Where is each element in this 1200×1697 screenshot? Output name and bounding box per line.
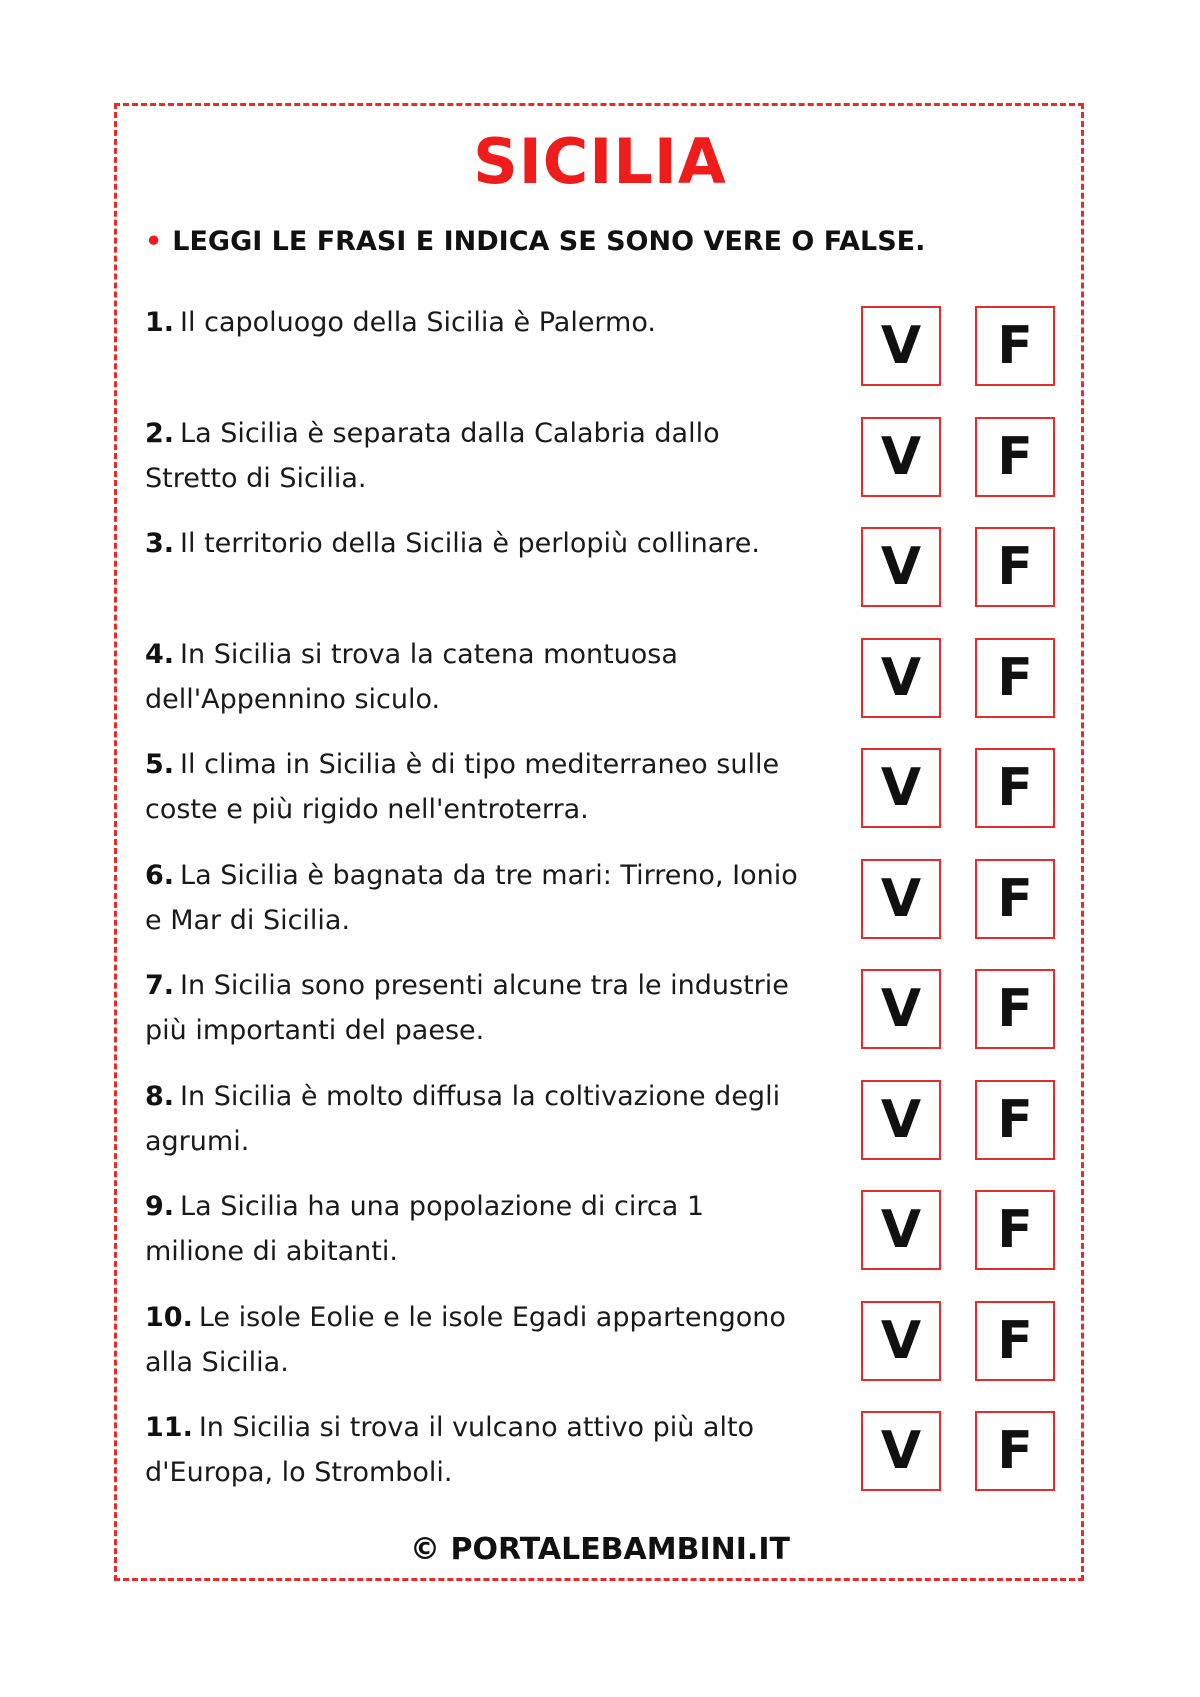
statement-label: Il clima in Sicilia è di tipo mediterraneo sulle coste e più rigido nell'entroterra. (145, 749, 780, 825)
false-box[interactable]: F (975, 1301, 1055, 1381)
false-box[interactable]: F (975, 748, 1055, 828)
true-box[interactable]: V (861, 859, 941, 939)
true-box[interactable]: V (861, 748, 941, 828)
copyright-footer: © PORTALEBAMBINI.IT (410, 1532, 790, 1567)
instruction (145, 222, 1085, 262)
statement-label: In Sicilia si trova la catena montuosa dell'Appennino siculo. (145, 638, 678, 715)
statement-text (145, 1295, 810, 1385)
true-box[interactable]: V (861, 638, 941, 718)
statement-label: In Sicilia sono presenti alcune tra le industrie più importanti del paese. (145, 970, 789, 1046)
true-box[interactable]: V (861, 969, 941, 1049)
statement-number: 3. (145, 528, 175, 559)
false-box[interactable]: F (975, 527, 1055, 607)
statement-text (145, 853, 810, 943)
statement-list (145, 300, 1065, 1516)
statement-label: Le isole Eolie e le isole Egadi appartengono alla Sicilia. (145, 1301, 786, 1378)
statement-number: 11. (145, 1412, 193, 1443)
statement-text (145, 411, 810, 501)
statement-item (145, 742, 1065, 853)
true-box[interactable]: V (861, 306, 941, 386)
statement-number: 5. (145, 749, 175, 780)
statement-label: La Sicilia è separata dalla Calabria dallo Stretto di Sicilia. (145, 417, 720, 494)
statement-label: La Sicilia è bagnata da tre mari: Tirreno, Ionio e Mar di Sicilia. (145, 859, 798, 936)
statement-text (145, 521, 810, 566)
page-title: SICILIA (473, 125, 727, 198)
statement-label: La Sicilia ha una popolazione di circa 1 milione di abitanti. (145, 1191, 705, 1267)
statement-item (145, 853, 1065, 964)
statement-number: 2. (145, 417, 175, 449)
statement-number: 6. (145, 859, 175, 891)
statement-number: 1. (145, 307, 175, 338)
statement-item (145, 963, 1065, 1074)
statement-number: 9. (145, 1191, 175, 1222)
true-box[interactable]: V (861, 417, 941, 497)
bullet-icon: • (145, 226, 163, 257)
statement-text (145, 1074, 810, 1164)
statement-item (145, 1184, 1065, 1295)
statement-label: In Sicilia è molto diffusa la coltivazione degli agrumi. (145, 1080, 781, 1157)
false-box[interactable]: F (975, 306, 1055, 386)
statement-number: 4. (145, 638, 175, 670)
false-box[interactable]: F (975, 417, 1055, 497)
false-box[interactable]: F (975, 969, 1055, 1049)
true-box[interactable]: V (861, 527, 941, 607)
statement-text (145, 1184, 810, 1274)
statement-number: 8. (145, 1080, 175, 1112)
statement-item (145, 632, 1065, 743)
statement-item (145, 1295, 1065, 1406)
statement-item (145, 300, 1065, 411)
false-box[interactable]: F (975, 638, 1055, 718)
true-box[interactable]: V (861, 1301, 941, 1381)
statement-text (145, 632, 810, 722)
true-box[interactable]: V (861, 1190, 941, 1270)
statement-text (145, 1405, 810, 1495)
statement-text (145, 742, 810, 832)
statement-number: 10. (145, 1301, 193, 1333)
false-box[interactable]: F (975, 1411, 1055, 1491)
true-box[interactable]: V (861, 1411, 941, 1491)
statement-label: In Sicilia si trova il vulcano attivo più alto d'Europa, lo Stromboli. (145, 1412, 755, 1488)
statement-item (145, 1074, 1065, 1185)
statement-item (145, 1405, 1065, 1516)
false-box[interactable]: F (975, 1080, 1055, 1160)
statement-label: Il capoluogo della Sicilia è Palermo. (180, 307, 656, 338)
false-box[interactable]: F (975, 1190, 1055, 1270)
instruction-text: LEGGI LE FRASI E INDICA SE SONO VERE O FALSE. (172, 226, 926, 257)
statement-item (145, 521, 1065, 632)
statement-label: Il territorio della Sicilia è perlopiù collinare. (180, 528, 760, 559)
true-box[interactable]: V (861, 1080, 941, 1160)
statement-text (145, 300, 810, 345)
statement-text (145, 963, 810, 1053)
statement-item (145, 411, 1065, 522)
false-box[interactable]: F (975, 859, 1055, 939)
statement-number: 7. (145, 970, 175, 1001)
